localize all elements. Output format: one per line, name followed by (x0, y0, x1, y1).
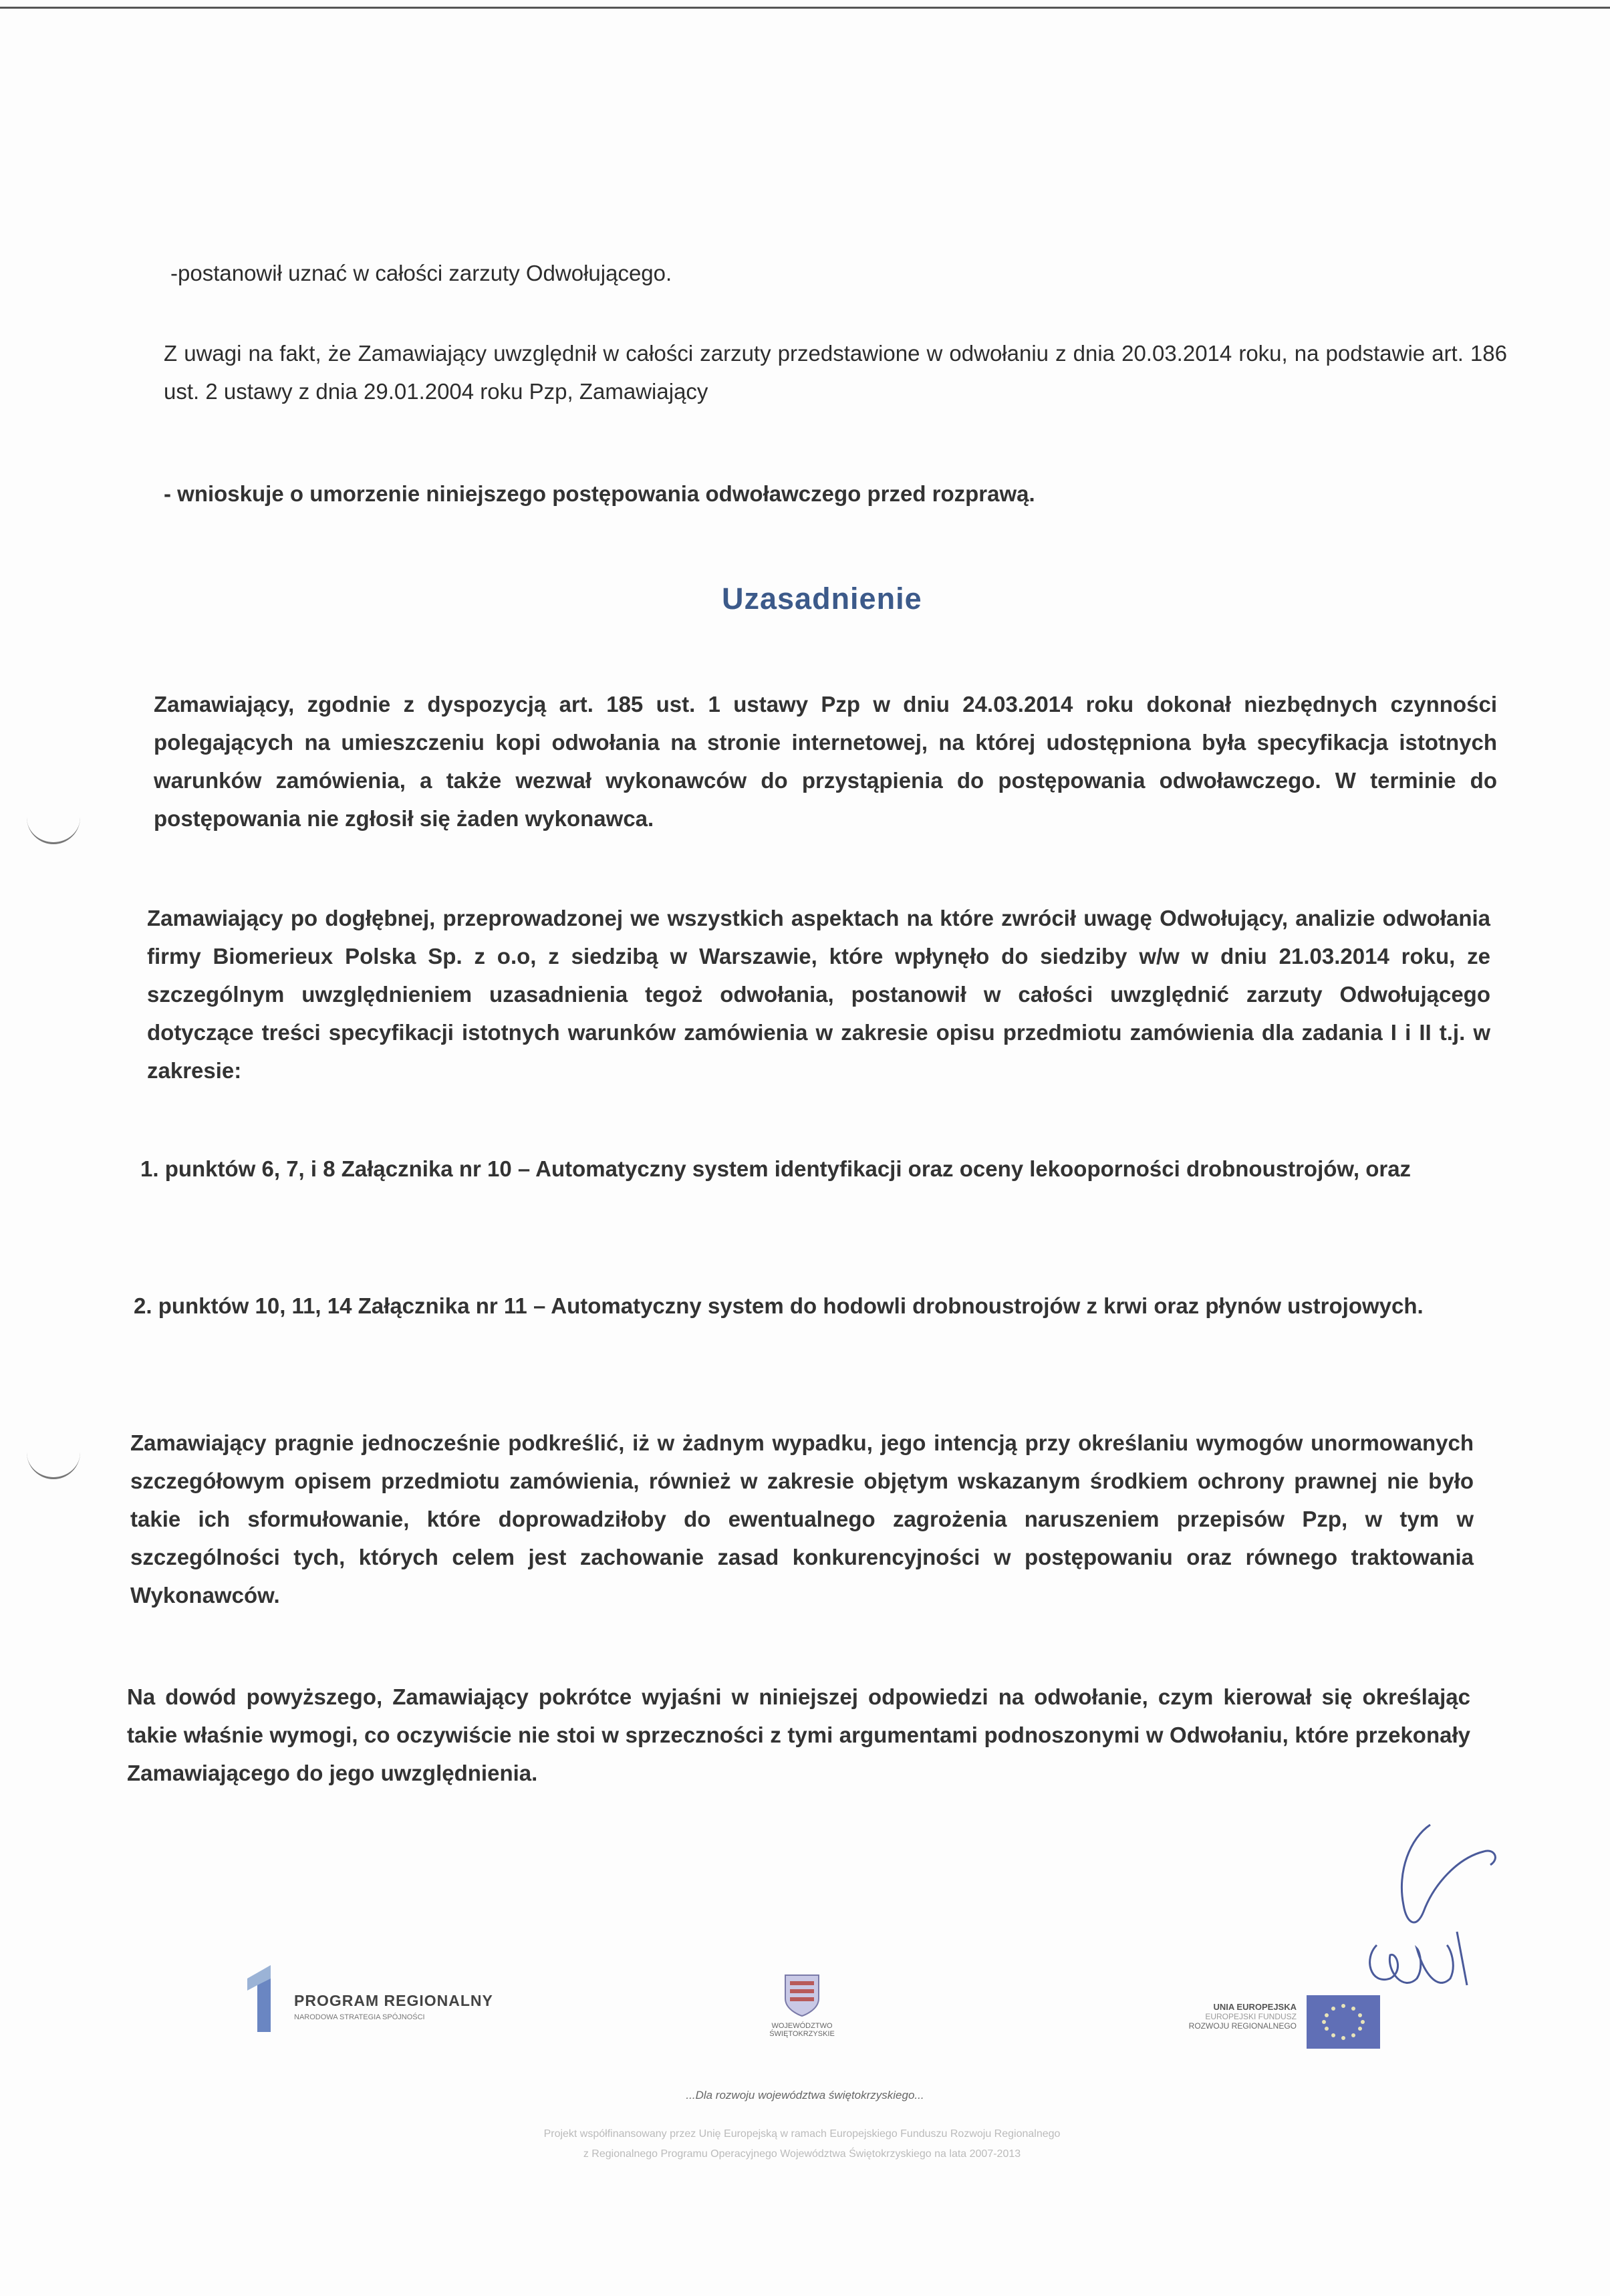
signature-icon (1350, 1811, 1504, 2005)
program-regionalny-logo (241, 1965, 521, 2039)
justification-paragraph-1: Zamawiający, zgodnie z dyspozycją art. 185 ust. 1 ustawy Pzp w dniu 24.03.2014 roku dokonał niezbędnych czynności polegających na umieszczeniu kopi odwołania na stronie internetowej, na której udostępniona była specyfikacja istotnych warunków zamówienia, a także wezwał wykonawców do przystąpienia do postępowania odwoławczego. W terminie do postępowania nie zgłosił się żaden wykonawca. (154, 692, 1497, 831)
coat-of-arms-icon (782, 1972, 822, 2019)
section-heading: Uzasadnienie (722, 582, 922, 616)
justification-paragraph-3: Zamawiający pragnie jednocześnie podkreślić, iż w żadnym wypadku, jego intencją przy określaniu wymogów unormowanych szczegółowym opisem przedmiotu zamówienia, również w zakresie objętym wskazanym środkiem ochrony prawnej nie było takie ich sformułowanie, które doprowadziłoby do ewentualnego zagrożenia naruszeniem przepisów Pzp, w tym w szczególności tych, których celem jest zachowanie zasad konkurencyjności w postępowaniu oraz równego traktowania Wykonawców. (130, 1430, 1474, 1608)
footer-fine-print-1: Projekt współfinansowany przez Unię Europejską w ramach Europejskiego Funduszu Rozwoju Regionalnego (543, 2128, 1061, 2140)
list-item-2: 2. punktów 10, 11, 14 Załącznika nr 11 – Automatyczny system do hodowli drobnoustrojów z krwi oraz płynów ustrojowych. (134, 1293, 1424, 1318)
punch-hole-mark (27, 815, 80, 844)
top-border-line (0, 7, 1610, 9)
eu-logo (1150, 1995, 1390, 2055)
motion-line: - wnioskuje o umorzenie niniejszego postępowania odwoławczego przed rozprawą. (164, 481, 1035, 506)
justification-paragraph-2: Zamawiający po dogłębnej, przeprowadzonej we wszystkich aspektach na które zwrócił uwagę Odwołujący, analizie odwołania firmy Biomerieux Polska Sp. z o.o, z siedzibą w Warszawie, które wpłynęło do siedziby w/w w dniu 21.03.2014 roku, ze szczególnym uwzględnieniem uzasadnienia tegoż odwołania, postanowił w całości uwzględnić zarzuty Odwołującego dotyczące treści specyfikacji istotnych warunków zamówienia w zakresie opisu przedmiotu zamówienia dla zadania I i II t.j. w zakresie: (147, 906, 1490, 1083)
eu-label-1: UNIA EUROPEJSKA (1213, 2002, 1297, 2012)
program-label: PROGRAM REGIONALNY (294, 1992, 493, 2009)
footer-tagline: ...Dla rozwoju województwa świętokrzyskiego... (686, 2089, 924, 2101)
program-regionalny-logo-icon (241, 1965, 281, 2032)
decision-line: -postanowił uznać w całości zarzuty Odwołującego. (170, 261, 672, 285)
list-item-1: 1. punktów 6, 7, i 8 Załącznika nr 10 – Automatyczny system identyfikacji oraz oceny lekooporności drobnoustrojów, oraz (140, 1156, 1412, 1181)
punch-hole-mark (27, 1450, 80, 1479)
footer-fine-print-2: z Regionalnego Programu Operacyjnego Województwa Świętokrzyskiego na lata 2007-2013 (583, 2148, 1021, 2160)
voivodeship-label-1: WOJEWÓDZTWO (771, 2022, 833, 2030)
eu-label-3: ROZWOJU REGIONALNEGO (1188, 2021, 1297, 2031)
program-sub-label: NARODOWA STRATEGIA SPÓJNOŚCI (294, 2013, 425, 2021)
voivodeship-label-2: ŚWIĘTOKRZYSKIE (769, 2030, 835, 2038)
intro-paragraph: Z uwagi na fakt, że Zamawiający uwzględnił w całości zarzuty przedstawione w odwołaniu z dnia 20.03.2014 roku, na podstawie art. 186 ust. 2 ustawy z dnia 29.01.2004 roku Pzp, Zamawiający (164, 341, 1507, 404)
eu-label-2: EUROPEJSKI FUNDUSZ (1205, 2012, 1297, 2021)
justification-paragraph-4: Na dowód powyższego, Zamawiający pokrótce wyjaśni w niniejszej odpowiedzi na odwołanie, czym kierował się określając takie właśnie wymogi, co oczywiście nie stoi w sprzeczności z tymi argumentami podnoszonymi w Odwołaniu, które przekonały Zamawiającego do jego uwzględnienia. (127, 1684, 1470, 1785)
voivodeship-logo (735, 1972, 869, 2059)
eu-flag-icon (1307, 1995, 1380, 2049)
